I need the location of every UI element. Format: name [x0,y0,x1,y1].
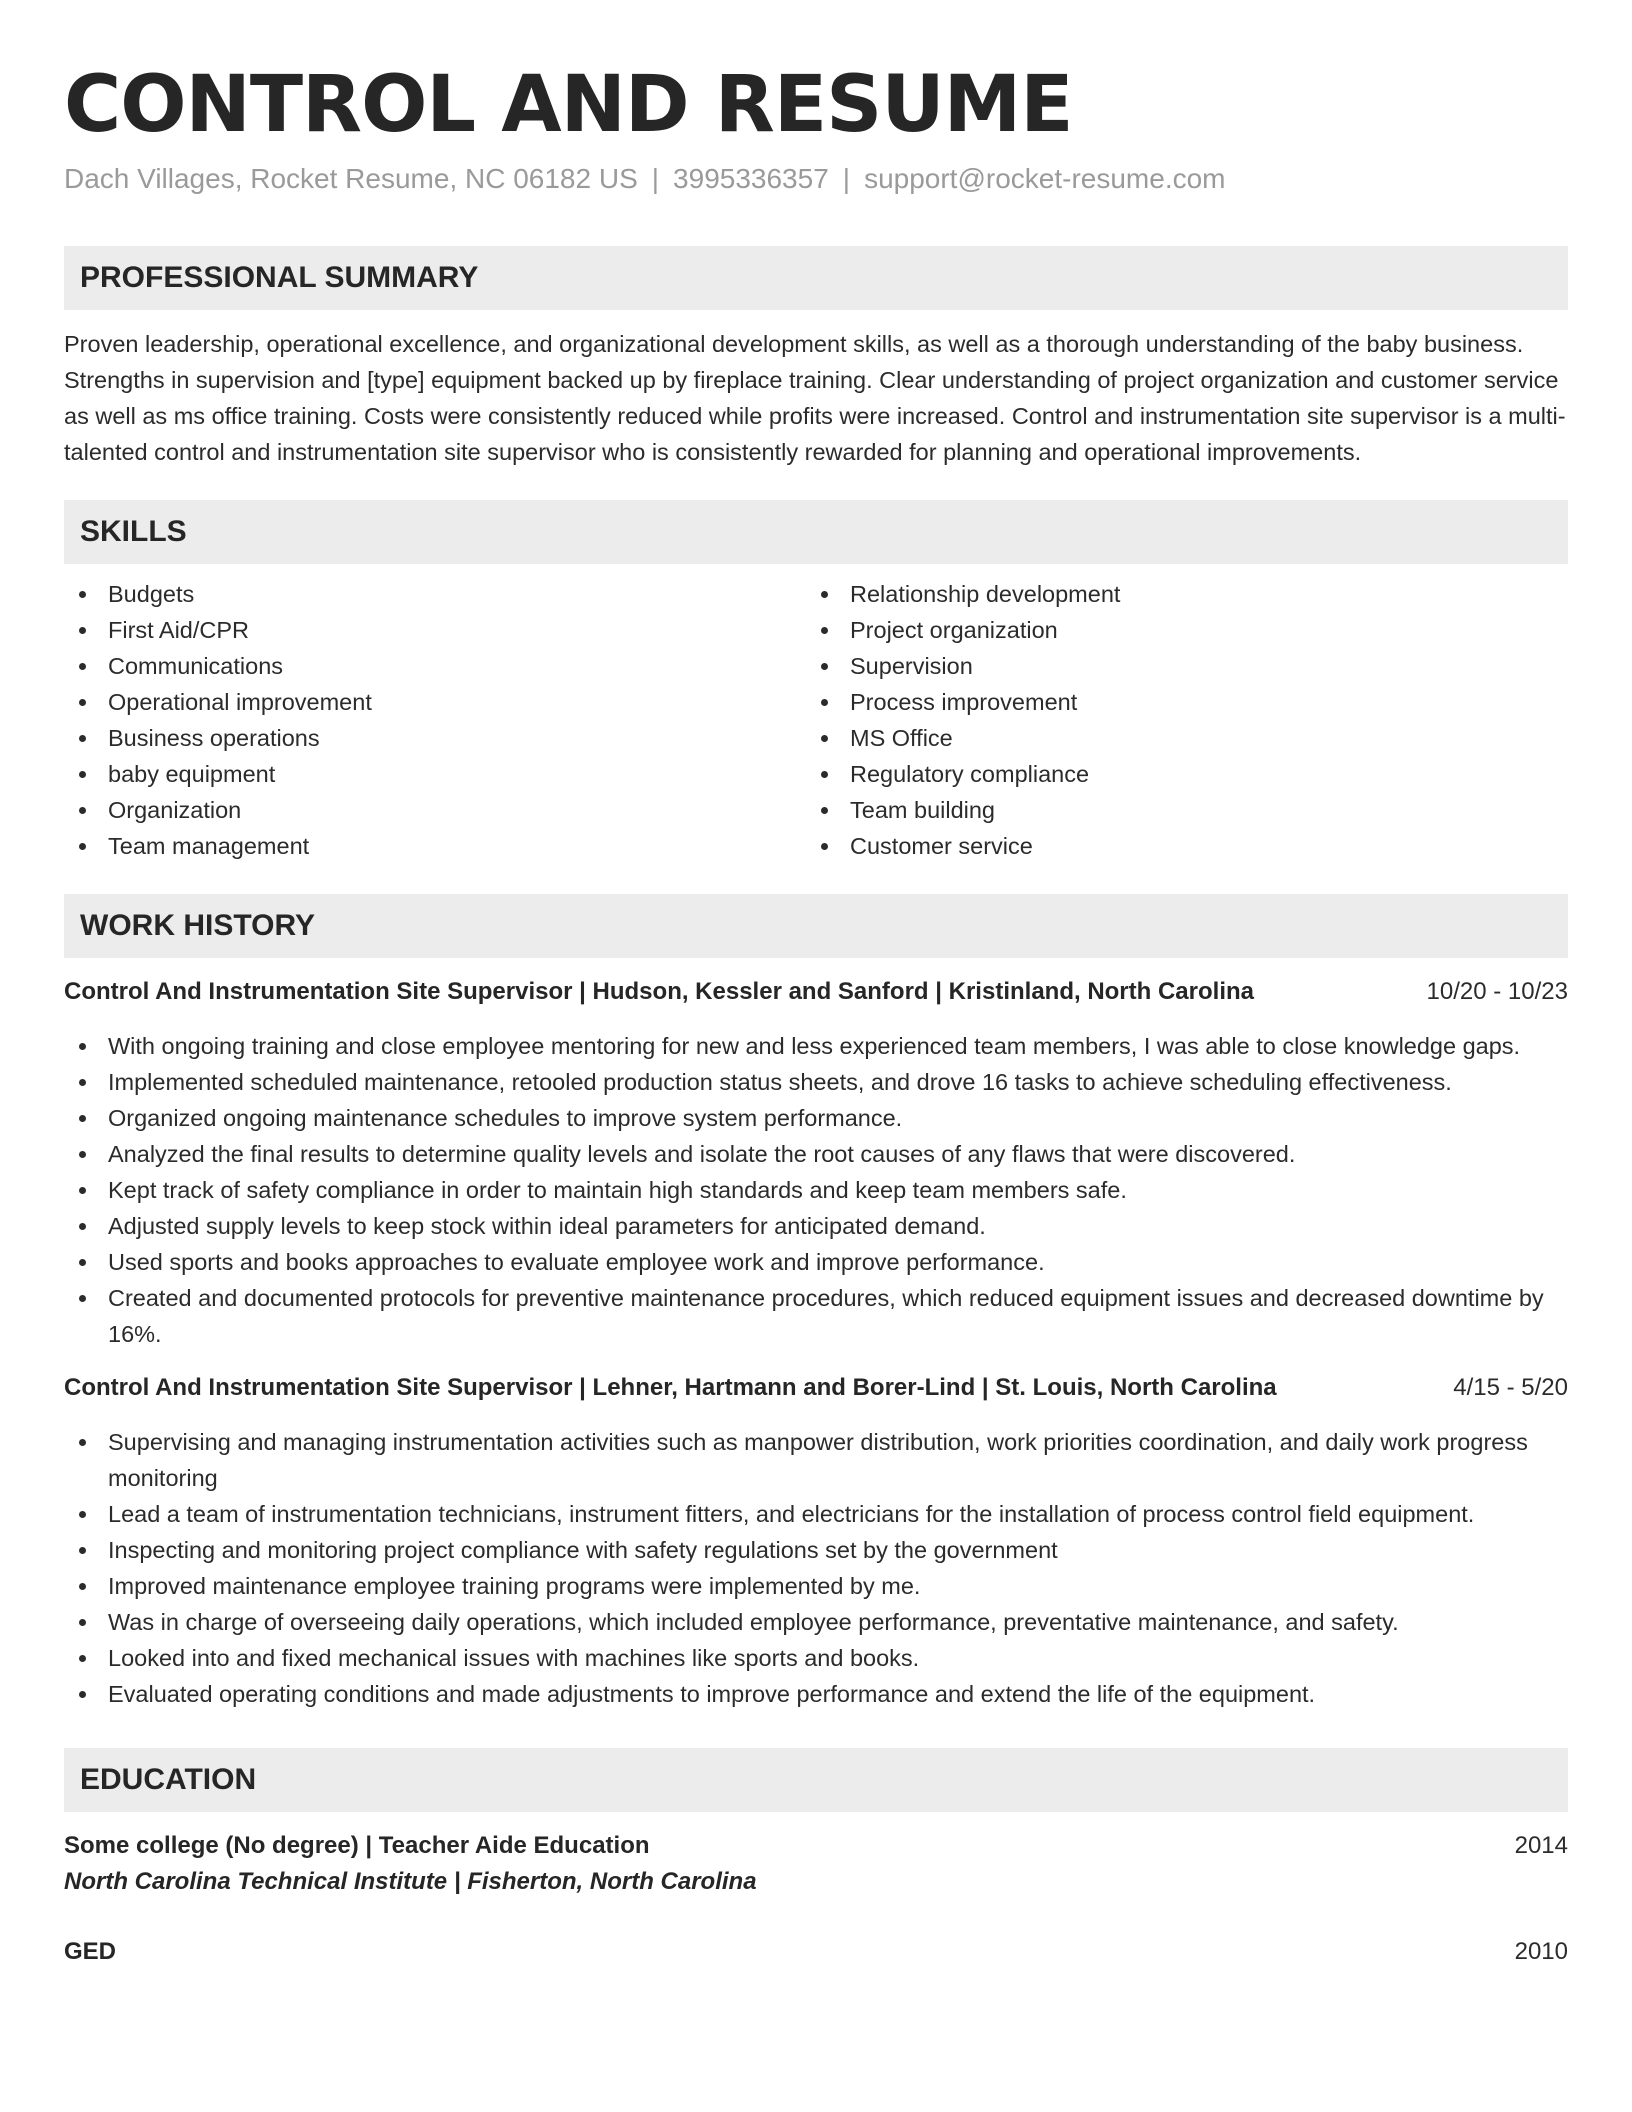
list-item: With ongoing training and close employee mentoring for new and less experienced team members, I was able to close knowledge gaps. [64,1028,1568,1064]
section-header-education: EDUCATION [64,1748,1568,1812]
list-item: Evaluated operating conditions and made adjustments to improve performance and extend the life of the equipment. [64,1676,1568,1712]
job-bullets [64,1424,1568,1712]
job-dates: 4/15 - 5/20 [1453,1374,1568,1401]
education-degree: Some college (No degree) | Teacher Aide Education [64,1832,650,1859]
list-item: Relationship development [806,576,1548,612]
list-item: Improved maintenance employee training programs were implemented by me. [64,1568,1568,1604]
list-item: Supervision [806,648,1548,684]
education-heading [64,1934,1568,1970]
list-item: Implemented scheduled maintenance, retooled production status sheets, and drove 16 tasks to achieve scheduling effectiveness. [64,1064,1568,1100]
list-item: Used sports and books approaches to evaluate employee work and improve performance. [64,1244,1568,1280]
resume-page [64,0,1568,2112]
education-degree: GED [64,1938,117,1965]
list-item: Project organization [806,612,1548,648]
list-item: Kept track of safety compliance in order to maintain high standards and keep team members safe. [64,1172,1568,1208]
skills-list-left [64,576,806,864]
education-heading [64,1828,1568,1864]
summary-text: Proven leadership, operational excellence, and organizational development skills, as well as a thorough understanding of the baby business. Strengths in supervision and [type] equipment backed up by fireplace training. Clear understanding of project organization and customer service as well as ms office training. Costs were consistently reduced while profits were increased. Control and instrumentation site supervisor is a multi-talented control and instrumentation site supervisor who is consistently rewarded for planning and operational improvements. [64,331,1566,465]
list-item: MS Office [806,720,1548,756]
contact-phone: 3995336357 [673,163,829,194]
list-item: Inspecting and monitoring project compliance with safety regulations set by the government [64,1532,1568,1568]
education-year: 2010 [1514,1938,1568,1965]
list-item: baby equipment [64,756,806,792]
job-entry [64,974,1568,1352]
section-header-skills: SKILLS [64,500,1568,564]
list-item: Business operations [64,720,806,756]
list-item: Process improvement [806,684,1548,720]
list-item: Adjusted supply levels to keep stock within ideal parameters for anticipated demand. [64,1208,1568,1244]
list-item: First Aid/CPR [64,612,806,648]
education-year: 2014 [1514,1832,1568,1859]
list-item: Lead a team of instrumentation technicians, instrument fitters, and electricians for the installation of process control field equipment. [64,1496,1568,1532]
list-item: Budgets [64,576,806,612]
list-item: Customer service [806,828,1548,864]
list-item: Communications [64,648,806,684]
section-header-work-history: WORK HISTORY [64,894,1568,958]
education-entry [64,1828,1568,1900]
job-title: Control And Instrumentation Site Supervisor | Lehner, Hartmann and Borer-Lind | St. Louis, North Carolina [64,1374,1277,1401]
job-bullets [64,1028,1568,1352]
job-heading [64,1370,1568,1406]
skills-columns [64,576,1568,864]
contact-email: support@rocket-resume.com [864,163,1226,194]
list-item: Team building [806,792,1548,828]
list-item: Supervising and managing instrumentation activities such as manpower distribution, work priorities coordination, and daily work progress monitoring [64,1424,1568,1496]
list-item: Team management [64,828,806,864]
candidate-name: CONTROL AND RESUME [64,60,1073,150]
contact-separator: | [842,163,851,194]
contact-separator: | [651,163,660,194]
education-school: North Carolina Technical Institute | Fisherton, North Carolina [64,1868,757,1895]
list-item: Organization [64,792,806,828]
job-dates: 10/20 - 10/23 [1426,978,1568,1005]
job-title: Control And Instrumentation Site Supervisor | Hudson, Kessler and Sanford | Kristinland, North Carolina [64,978,1254,1005]
list-item: Operational improvement [64,684,806,720]
job-entry [64,1370,1568,1712]
list-item: Organized ongoing maintenance schedules to improve system performance. [64,1100,1568,1136]
list-item: Was in charge of overseeing daily operations, which included employee performance, preventative maintenance, and safety. [64,1604,1568,1640]
section-header-summary: PROFESSIONAL SUMMARY [64,246,1568,310]
contact-address: Dach Villages, Rocket Resume, NC 06182 US [64,163,638,194]
skills-list-right [806,576,1548,864]
list-item: Created and documented protocols for preventive maintenance procedures, which reduced equipment issues and decreased downtime by 16%. [64,1280,1568,1352]
contact-line [64,162,1568,196]
list-item: Regulatory compliance [806,756,1548,792]
education-entry [64,1934,1568,1970]
list-item: Looked into and fixed mechanical issues with machines like sports and books. [64,1640,1568,1676]
list-item: Analyzed the final results to determine quality levels and isolate the root causes of any flaws that were discovered. [64,1136,1568,1172]
job-heading [64,974,1568,1010]
